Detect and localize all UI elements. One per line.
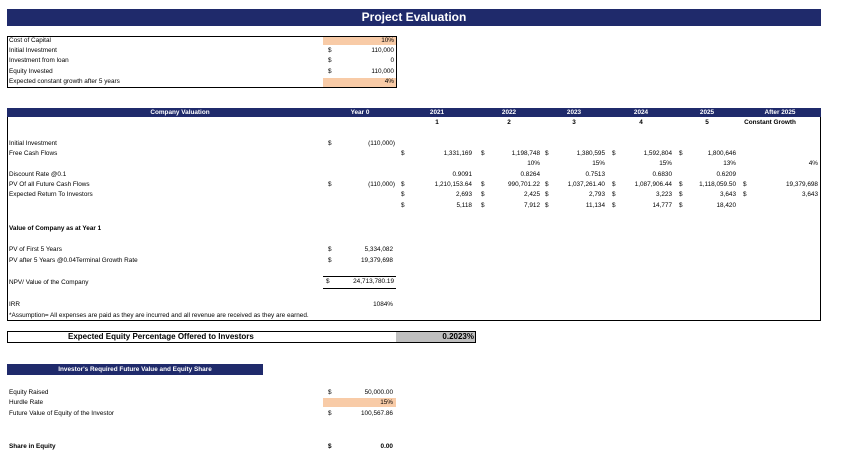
pv-2021: 1,210,153.64 <box>434 181 472 188</box>
currency-symbol: $ <box>545 181 549 188</box>
fcf-label: Free Cash Flows <box>9 150 58 157</box>
pv-2024: 1,087,906.44 <box>634 181 672 188</box>
period-2: 2 <box>507 119 511 126</box>
currency-symbol: $ <box>612 191 616 198</box>
return-2024: 3,223 <box>656 191 672 198</box>
equity-offer-value: 0.2023% <box>442 332 474 341</box>
currency-symbol: $ <box>328 257 332 264</box>
valuation-header-label: Company Valuation <box>150 109 210 116</box>
input-value-loan[interactable]: 0 <box>390 57 394 64</box>
input-label-equity: Equity Invested <box>9 68 53 75</box>
cum-return-2024: 14,777 <box>652 202 672 209</box>
currency-symbol: $ <box>612 181 616 188</box>
input-label-loan: Investment from loan <box>9 57 69 64</box>
pv-2022: 990,701.22 <box>508 181 540 188</box>
currency-symbol: $ <box>545 150 549 157</box>
pv-terminal-value: 19,379,698 <box>361 257 393 264</box>
fcf-2025: 1,800,646 <box>707 150 736 157</box>
discount-2024: 0.6830 <box>652 171 672 178</box>
input-label-growth: Expected constant growth after 5 years <box>9 78 120 85</box>
currency-symbol: $ <box>328 410 332 417</box>
return-2021: 2,693 <box>456 191 472 198</box>
initial-investment-value: (110,000) <box>368 140 395 147</box>
return-2025: 3,643 <box>720 191 736 198</box>
cum-return-2025: 18,420 <box>716 202 736 209</box>
fcf-2024: 1,592,804 <box>643 150 672 157</box>
input-label-cost-of-capital: Cost of Capital <box>9 37 51 44</box>
year-col-0: Year 0 <box>350 109 370 116</box>
period-1: 1 <box>435 119 439 126</box>
pv-terminal-label: PV after 5 Years @0.04Terminal Growth Rate <box>9 257 138 264</box>
year-col-2022: 2022 <box>501 109 517 116</box>
pv-2023: 1,037,261.40 <box>567 181 605 188</box>
input-value-cost-of-capital[interactable]: 10% <box>381 37 394 44</box>
return-2022: 2,425 <box>524 191 540 198</box>
period-3: 3 <box>572 119 576 126</box>
input-value-equity[interactable]: 110,000 <box>371 68 394 75</box>
currency-symbol: $ <box>545 191 549 198</box>
currency-symbol: $ <box>326 278 330 285</box>
currency-symbol: $ <box>328 246 332 253</box>
currency-symbol: $ <box>328 181 332 188</box>
input-currency: $ <box>328 47 332 54</box>
cum-return-2022: 7,912 <box>524 202 540 209</box>
input-value-growth[interactable]: 4% <box>384 78 394 85</box>
currency-symbol: $ <box>481 191 485 198</box>
currency-symbol: $ <box>401 150 405 157</box>
currency-symbol: $ <box>401 181 405 188</box>
future-value-label: Future Value of Equity of the Investor <box>9 410 115 417</box>
npv-value: 24,713,780.19 <box>353 278 394 285</box>
assumption-note: *Assumption= All expenses are paid as they are incurred and all revenue are received as they are earned. <box>9 312 309 319</box>
future-value-value: 100,567.86 <box>361 410 393 417</box>
return-2023: 2,793 <box>589 191 605 198</box>
currency-symbol: $ <box>743 181 747 188</box>
growth-2024: 15% <box>659 160 672 167</box>
currency-symbol: $ <box>481 181 485 188</box>
valuation-table <box>7 108 821 321</box>
currency-symbol: $ <box>401 202 405 209</box>
share-equity-label: Share in Equity <box>9 443 56 450</box>
pv-label: PV Of all Future Cash Flows <box>9 181 90 188</box>
pv-year0: (110,000) <box>368 181 395 188</box>
irr-label: IRR <box>9 301 21 308</box>
discount-2022: 0.8264 <box>520 171 540 178</box>
currency-symbol: $ <box>679 202 683 209</box>
growth-after-2025: 4% <box>808 160 818 167</box>
period-5: 5 <box>705 119 709 126</box>
cum-return-2021: 5,118 <box>456 202 472 209</box>
currency-symbol: $ <box>328 140 332 147</box>
return-label: Expected Return To Investors <box>9 191 93 198</box>
currency-symbol: $ <box>612 150 616 157</box>
input-label-initial-investment: Initial Investment <box>9 47 57 54</box>
pv-after-2025: 19,379,698 <box>786 181 818 188</box>
currency-symbol: $ <box>481 202 485 209</box>
initial-investment-label: Initial Investment <box>9 140 57 147</box>
hurdle-rate-label: Hurdle Rate <box>9 399 44 406</box>
year-col-2025: 2025 <box>699 109 715 116</box>
equity-raised-value[interactable]: 50,000.00 <box>364 389 393 396</box>
year-col-2024: 2024 <box>633 109 649 116</box>
fcf-2023: 1,380,595 <box>576 150 605 157</box>
currency-symbol: $ <box>679 181 683 188</box>
hurdle-rate-value[interactable]: 15% <box>380 399 393 406</box>
currency-symbol: $ <box>545 202 549 209</box>
input-currency: $ <box>328 57 332 64</box>
discount-label: Discount Rate @0.1 <box>9 171 67 178</box>
currency-symbol: $ <box>328 389 332 396</box>
investor-header-label: Investor's Required Future Value and Equity Share <box>58 366 212 373</box>
currency-symbol: $ <box>679 191 683 198</box>
input-value-initial-investment[interactable]: 110,000 <box>371 47 394 54</box>
currency-symbol: $ <box>679 150 683 157</box>
pv-2025: 1,118,059.50 <box>699 181 736 188</box>
currency-symbol: $ <box>612 202 616 209</box>
currency-symbol: $ <box>328 443 332 450</box>
cum-return-2023: 11,134 <box>585 202 605 209</box>
currency-symbol: $ <box>743 191 747 198</box>
period-constant-growth: Constant Growth <box>744 119 796 126</box>
npv-label: NPV/ Value of the Company <box>9 279 89 286</box>
year-col-2023: 2023 <box>566 109 582 116</box>
discount-2021: 0.9091 <box>452 171 472 178</box>
growth-2023: 15% <box>592 160 605 167</box>
growth-2025: 13% <box>723 160 736 167</box>
pv5-value: 5,334,082 <box>364 246 393 253</box>
currency-symbol: $ <box>401 191 405 198</box>
fcf-2022: 1,198,748 <box>511 150 540 157</box>
irr-value: 1084% <box>373 301 393 308</box>
discount-2025: 0.6209 <box>716 171 736 178</box>
year-col-2021: 2021 <box>429 109 445 116</box>
growth-2022: 10% <box>527 160 540 167</box>
share-equity-value: 0.00 <box>380 443 393 450</box>
equity-offer-label: Expected Equity Percentage Offered to Investors <box>68 332 254 341</box>
pv5-label: PV of First 5 Years <box>9 246 62 253</box>
return-after-2025: 3,643 <box>802 191 818 198</box>
discount-2023: 0.7513 <box>585 171 605 178</box>
value-heading: Value of Company as at Year 1 <box>9 225 102 232</box>
period-4: 4 <box>639 119 643 126</box>
input-currency: $ <box>328 68 332 75</box>
equity-raised-label: Equity Raised <box>9 389 49 396</box>
page-title: Project Evaluation <box>7 9 821 26</box>
year-col-after-2025: After 2025 <box>764 109 796 116</box>
currency-symbol: $ <box>481 150 485 157</box>
fcf-2021: 1,331,169 <box>443 150 472 157</box>
